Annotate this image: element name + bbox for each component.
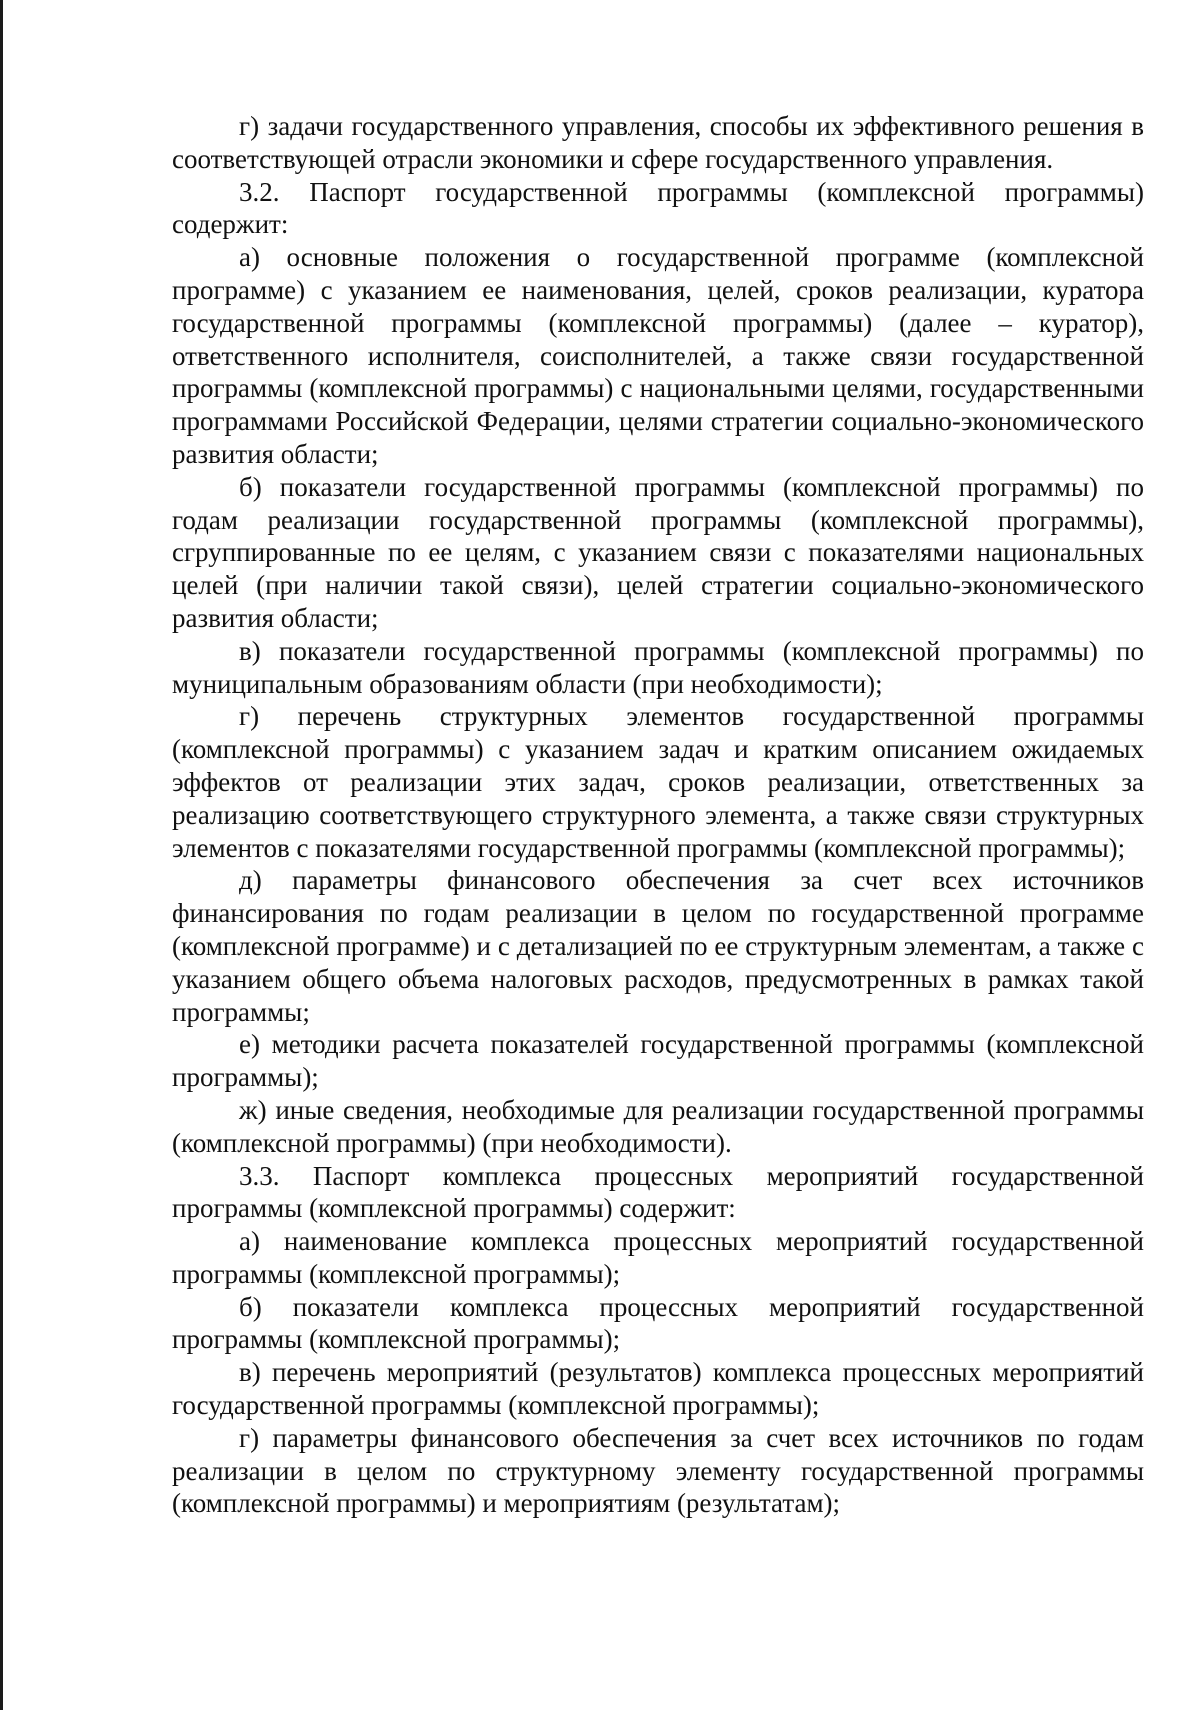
paragraph-3-2-e: е) методики расчета показателей государственной программы (комплексной программы);: [172, 1029, 1144, 1093]
paragraph-3-2-zh: ж) иные сведения, необходимые для реализации государственной программы (комплексной программы) (при необходимости).: [172, 1094, 1144, 1158]
paragraph-3-3-heading: 3.3. Паспорт комплекса процессных мероприятий государственной программы (комплексной программы) содержит:: [172, 1160, 1144, 1224]
paragraph-3-2-heading: 3.2. Паспорт государственной программы (комплексной программы) содержит:: [172, 176, 1144, 240]
paragraph-3-3-b: б) показатели комплекса процессных мероприятий государственной программы (комплексной программы);: [172, 1291, 1144, 1355]
paragraph-3-2-b: б) показатели государственной программы (комплексной программы) по годам реализации государственной программы (комплексной программы), сгруппированные по ее целям, с указанием связи с показателями национальных целей (при наличии такой связи), целей стратегии социально-экономического развития области;: [172, 471, 1144, 633]
paragraph-3-2-a: а) основные положения о государственной программе (комплексной программе) с указанием ее наименования, целей, сроков реализации, куратора государственной программы (комплексной программы) (далее – куратор), ответственного исполнителя, соисполнителей, а также связи государственной программы (комплексной программы) с национальными целями, государственными программами Российской Федерации, целями стратегии социально-экономического развития области;: [172, 242, 1144, 469]
paragraph-3-2-g: г) перечень структурных элементов государственной программы (комплексной программы) с указанием задач и кратким описанием ожидаемых эффектов от реализации этих задач, сроков реализации, ответственных за реализацию соответствующего структурного элемента, а также связи структурных элементов с показателями государственной программы (комплексной программы);: [172, 701, 1144, 863]
document-body: [172, 110, 1144, 1520]
scan-edge: [0, 0, 3, 1710]
paragraph-3-3-g: г) параметры финансового обеспечения за счет всех источников по годам реализации в целом по структурному элементу государственной программы (комплексной программы) и мероприятиям (результатам);: [172, 1422, 1144, 1519]
paragraph-3-2-v: в) показатели государственной программы (комплексной программы) по муниципальным образованиям области (при необходимости);: [172, 635, 1144, 699]
paragraph-3-3-a: а) наименование комплекса процессных мероприятий государственной программы (комплексной программы);: [172, 1226, 1144, 1289]
paragraph-3-3-v: в) перечень мероприятий (результатов) комплекса процессных мероприятий государственной программы (комплексной программы);: [172, 1357, 1144, 1421]
paragraph-g-tasks: г) задачи государственного управления, способы их эффективного решения в соответствующей отрасли экономики и сфере государственного управления.: [172, 111, 1144, 174]
paragraph-3-2-d: д) параметры финансового обеспечения за счет всех источников финансирования по годам реализации в целом по государственной программе (комплексной программе) и с детализацией по ее структурным элементам, а также с указанием общего объема налоговых расходов, предусмотренных в рамках такой программы;: [172, 865, 1144, 1027]
